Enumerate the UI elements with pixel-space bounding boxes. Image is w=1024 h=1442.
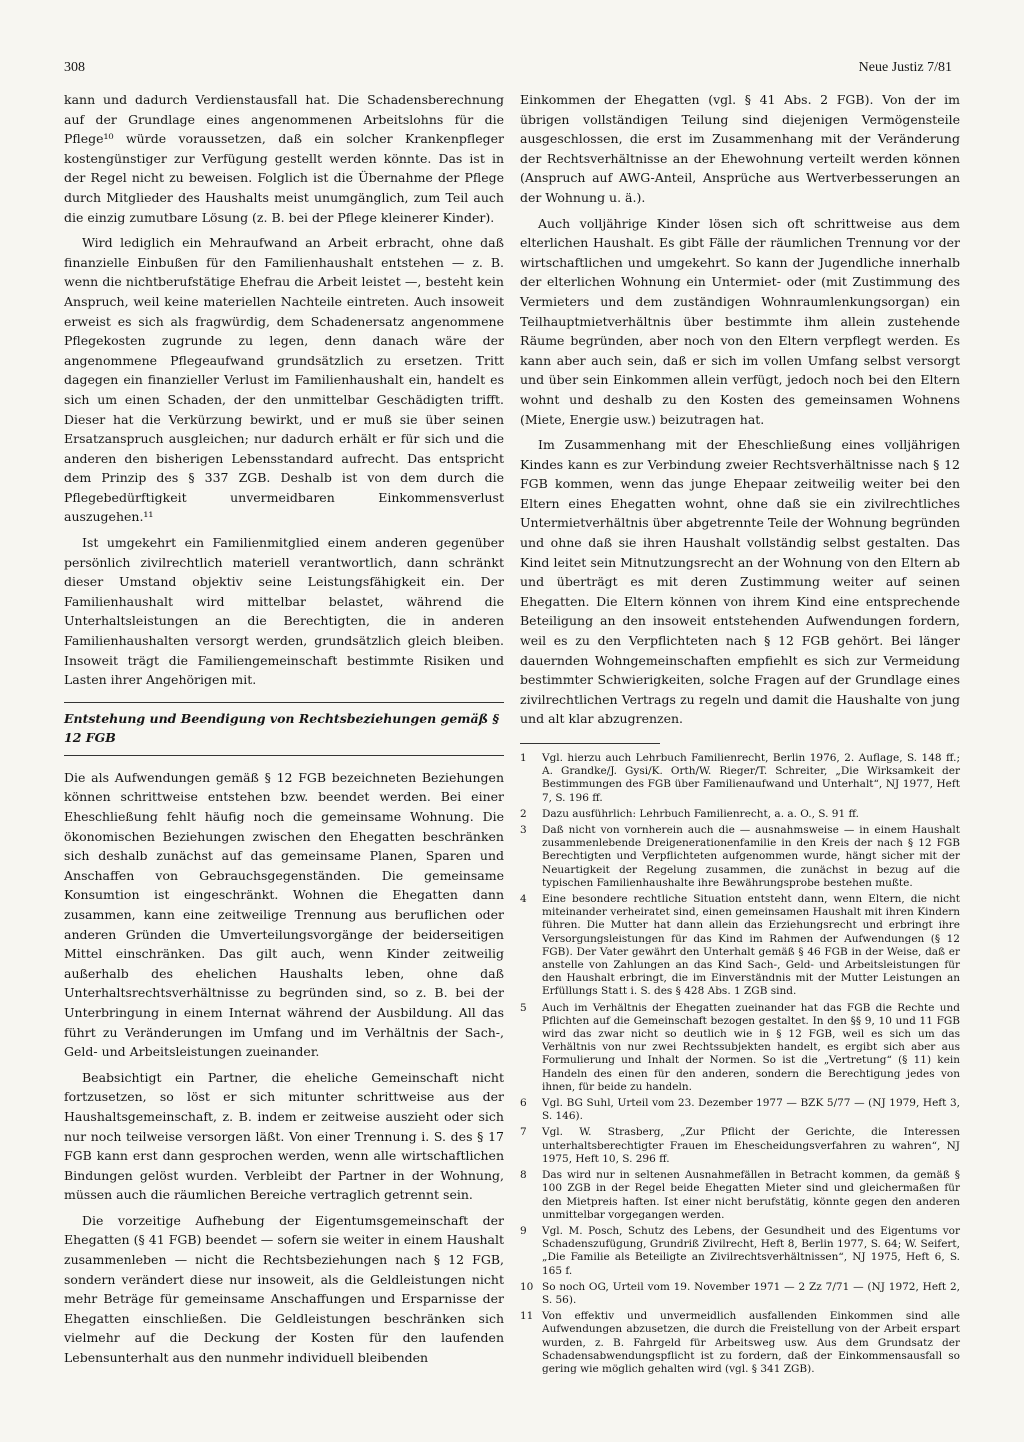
- footnote: [520, 1002, 960, 1094]
- paragraph: Die vorzeitige Aufhebung der Eigentumsgemeinschaft der Ehegatten (§ 41 FGB) beendet — sofern sie weiter in einem Haushalt zusammenleben — nicht die Rechtsbeziehungen nach § 12 FGB, sondern verändert diese nur insoweit, als die Geldleistungen nicht mehr Beträge für gemeinsame Anschaffungen und Ersparnisse der Ehegatten einschließen. Die Geldleistungen beschränken sich vielmehr auf die Deckung der Kosten für den laufenden Lebensunterhalt aus den nunmehr individuell bleibenden: [64, 1212, 504, 1366]
- footnote: [520, 824, 960, 890]
- paragraph: Im Zusammenhang mit der Eheschließung eines volljährigen Kindes kann es zur Verbindung zweier Rechtsverhältnisse nach § 12 FGB kommen, wenn das junge Ehepaar zeitweilig weiter bei den Eltern eines Ehegatten wohnt, ohne daß sie ein zivilrechtliches Untermietverhältnis über abgetrennte Teile der Wohnung begründen und ohne daß sie ihren Haushalt vollständig selbst gestalten. Das Kind leitet sein Mitnutzungsrecht an der Wohnung von den Eltern ab und überträgt es mit deren Zustimmung weiter auf seinen Ehegatten. Die Eltern können von ihrem Kind eine entsprechende Beteiligung an den insoweit entstehenden Aufwendungen fordern, weil es zu den Verpflichteten nach § 12 FGB gehört. Bei länger dauernden Wohngemeinschaften empfiehlt es sich zur Vermeidung bestimmter Schwierigkeiten, solche Fragen auf der Grundlage eines zivilrechtlichen Vertrags zu regeln und damit die Haushalte von jung und alt klar abzugrenzen.: [520, 437, 960, 727]
- footnote-number: 11: [520, 1310, 534, 1323]
- footnote: [520, 1126, 960, 1166]
- section-divider: [64, 702, 504, 703]
- footnote-text: Das wird nur in seltenen Ausnahmefällen in Betracht kommen, da gemäß § 100 ZGB in der Regel beide Ehegatten Mieter sind und gleichermaßen für den Mietpreis haften. Ist einer nicht berufstätig, könnte gegen den anderen unmittelbar vorgegangen werden.: [542, 1169, 960, 1221]
- footnote-number: 9: [520, 1224, 527, 1237]
- footnote: [520, 752, 960, 805]
- footnote-number: 8: [520, 1169, 527, 1182]
- paragraph: Einkommen der Ehegatten (vgl. § 41 Abs. 2 FGB). Von der im übrigen vollständigen Teilung sind diejenigen Vermögensteile ausgeschlossen, die erst im Zusammenhang mit der Veränderung der Rechtsverhältnisse an der Ehewohnung verteilt werden können (Anspruch auf AWG-Anteil, Ansprüche aus Wertverbesserungen an der Wohnung u. ä.).: [520, 92, 960, 205]
- footnote: [520, 893, 960, 999]
- paragraph: Auch volljährige Kinder lösen sich oft schrittweise aus dem elterlichen Haushalt. Es gibt Fälle der räumlichen Trennung vor der wirtschaftlichen und umgekehrt. So kann der Jugendliche innerhalb der elterlichen Wohnung ein Untermiet- oder (mit Zustimmung des Vermieters und dem zuständigen Wohnraumlenkungsorgan) ein Teilhauptmietverhältnis über bestimmte ihm allein zustehende Räume begründen, aber noch von den Eltern verpflegt werden. Es kann aber auch sein, daß er sich im vollen Umfang selbst versorgt und über sein Einkommen allein verfügt, jedoch noch bei den Eltern wohnt und deshalb zu den Kosten des gemeinsamen Wohnens (Miete, Energie usw.) beizutragen hat.: [520, 215, 960, 427]
- right-column: [520, 90, 960, 1379]
- footnote-text: Vgl. W. Strasberg, „Zur Pflicht der Gerichte, die Interessen unterhaltsberechtigter Frauen im Ehescheidungsverfahren zu wahren“, NJ 1975, Heft 10, S. 296 ff.: [542, 1126, 960, 1165]
- left-column: [64, 90, 504, 1374]
- footnote-number: 4: [520, 893, 527, 906]
- paragraph: Die als Aufwendungen gemäß § 12 FGB bezeichneten Beziehungen können schrittweise entstehen bzw. beendet werden. Bei einer Eheschließung fehlt häufig noch die gemeinsame Wohnung. Die ökonomischen Beziehungen zwischen den Ehegatten beschränken sich deshalb zunächst auf das gemeinsame Planen, Sparen und Anschaffen von Gebrauchsgegenständen. Die gemeinsame Konsumtion ist eingeschränkt. Wohnen die Ehegatten dann zusammen, kann eine zeitweilige Trennung aus beruflichen oder anderen Gründen die Umverteilungsvorgänge der beiderseitigen Mittel einschränken. Das gilt auch, wenn Kinder zeitweilig außerhalb des ehelichen Haushalts leben, ohne daß Unterhaltsrechtsverhältnisse zu begründen sind, so z. B. bei der Unterbringung in einem Internat während der Ausbildung. All das führt zu Veränderungen im Umfang und im Verhältnis der Sach-, Geld- und Arbeitsleistungen zueinander.: [64, 769, 504, 1060]
- footnote: [520, 1225, 960, 1278]
- footnote-number: 6: [520, 1097, 527, 1110]
- section-heading: Entstehung und Beendigung von Rechtsbeziehungen gemäß § 12 FGB: [64, 710, 500, 745]
- footnote-number: 5: [520, 1001, 527, 1014]
- footnote: [520, 1169, 960, 1222]
- footnote-text: Daß nicht von vornherein auch die — ausnahmsweise — in einem Haushalt zusammenlebende Dreigenerationenfamilie in den Kreis der nach § 12 FGB Berechtigten und Verpflichteten aufgenommen wurde, hängt sicher mit der Neuartigkeit der Regelung zusammen, die zunächst in bezug auf die typischen Familienhaushalte ihre Bewährungsprobe bestehen mußte.: [542, 824, 960, 889]
- paragraph: Beabsichtigt ein Partner, die eheliche Gemeinschaft nicht fortzusetzen, so löst er sich mitunter schrittweise aus der Haushaltsgemeinschaft, z. B. indem er zeitweise auszieht oder sich nur noch teilweise versorgen läßt. Von einer Trennung i. S. des § 17 FGB kann erst dann gesprochen werden, wenn alle wirtschaftlichen Bindungen gelöst wurden. Verbleibt der Partner in der Wohnung, müssen auch die räumlichen Bereiche vertraglich getrennt sein.: [64, 1069, 504, 1203]
- footnote-text: Vgl. M. Posch, Schutz des Lebens, der Gesundheit und des Eigentums vor Schadenszufügung, Grundriß Zivilrecht, Heft 8, Berlin 1977, S. 64; W. Seifert, „Die Familie als Beteiligte an Zivilrechtsverhältnissen“, NJ 1975, Heft 6, S. 165 f.: [542, 1224, 960, 1277]
- footnote-number: 3: [520, 824, 527, 837]
- footnote: [520, 1281, 960, 1307]
- page-number: 308: [64, 60, 85, 75]
- paragraph: Wird lediglich ein Mehraufwand an Arbeit erbracht, ohne daß finanzielle Einbußen für den Familienhaushalt entstehen — z. B. wenn die nichtberufstätige Ehefrau die Arbeit leistet —, besteht kein Anspruch, weil keine materiellen Nachteile eintreten. Auch insoweit erweist es sich als fragwürdig, dem Schadenersatz angenommene Pflegekosten zugrunde zu legen, denn danach wäre der angenommene Pflegeaufwand grundsätzlich zu ersetzen. Tritt dagegen ein finanzieller Verlust im Familienhaushalt ein, handelt es sich um einen Schaden, der den unmittelbar Geschädigten trifft. Dieser hat die Verkürzung bewirkt, und er muß sie über seinen Ersatzanspruch ausgleichen; nur dadurch erhält er für sich und die anderen den bisherigen Lebensstandard aufrecht. Das entspricht dem Prinzip des § 337 ZGB. Deshalb ist von dem durch die Pflegebedürftigkeit unvermeidbaren Einkommensverlust auszugehen.¹¹: [64, 235, 504, 525]
- footnotes: [520, 752, 960, 1376]
- footnote-text: Vgl. hierzu auch Lehrbuch Familienrecht, Berlin 1976, 2. Auflage, S. 148 ff.; A. Grandke/J. Gysi/K. Orth/W. Rieger/T. Schreiter, „Die Wirksamkeit der Bestimmungen des FGB über Familienaufwand und Unterhalt“, NJ 1977, Heft 7, S. 196 ff.: [542, 752, 960, 804]
- footnote-divider: [520, 743, 660, 744]
- footnote-number: 10: [520, 1280, 534, 1293]
- section-divider: [64, 755, 504, 756]
- paragraph: kann und dadurch Verdienstausfall hat. Die Schadensberechnung auf der Grundlage eines angenommenen Arbeitslohns für die Pflege¹⁰ würde voraussetzen, daß ein solcher Krankenpfleger kostengünstiger zur Verfügung gestellt werden könnte. Das ist in der Regel nicht zu beweisen. Folglich ist die Übernahme der Pflege durch Mitglieder des Haushalts meist unumgänglich, zum Teil auch die einzig zumutbare Lösung (z. B. bei der Pflege kleinerer Kinder).: [64, 92, 504, 225]
- footnote-text: Eine besondere rechtliche Situation entsteht dann, wenn Eltern, die nicht miteinander verheiratet sind, einen gemeinsamen Haushalt mit ihren Kindern führen. Die Mutter hat dann allein das Erziehungsrecht und erbringt ihre Versorgungsleistungen für das Kind im Rahmen der Aufwendungen (§ 12 FGB). Der Vater gewährt den Unterhalt gemäß § 46 FGB in der Weise, daß er anstelle von Zahlungen an das Kind Sach-, Geld- und Arbeitsleistungen für den Haushalt erbringt, die im Einverständnis mit der Mutter Leistungen an Erfüllungs Statt i. S. des § 428 Abs. 1 ZGB sind.: [542, 893, 960, 998]
- footnote-text: So noch OG, Urteil vom 19. November 1971 — 2 Zz 7/71 — (NJ 1972, Heft 2, S. 56).: [542, 1280, 960, 1306]
- footnote-text: Dazu ausführlich: Lehrbuch Familienrecht, a. a. O., S. 91 ff.: [542, 807, 859, 820]
- footnote-number: 1: [520, 752, 527, 764]
- footnote-text: Auch im Verhältnis der Ehegatten zueinander hat das FGB die Rechte und Pflichten auf die Gemeinschaft bezogen gestaltet. In den §§ 9, 10 und 11 FGB wird das zwar nicht so deutlich wie in § 12 FGB, weil es sich um das Verhältnis von nur zwei Rechtssubjekten handelt, es ergibt sich aber aus Formulierung und Inhalt der Normen. So ist die „Vertretung“ (§ 11) kein Handeln des einen für den anderen, sondern die Berechtigung jedes von ihnen, für beide zu handeln.: [542, 1001, 960, 1093]
- footnote: [520, 1310, 960, 1376]
- journal-issue: Neue Justiz 7/81: [858, 60, 952, 75]
- footnote-text: Von effektiv und unvermeidlich ausfallenden Einkommen sind alle Aufwendungen abzusetzen, die durch die Freistellung von der Arbeit erspart wurden, z. B. Fahrgeld für Arbeitsweg usw. Aus dem Grundsatz der Schadensabwendungspflicht ist zu fordern, daß der Einkommensausfall so gering wie möglich gehalten wird (vgl. § 341 ZGB).: [542, 1310, 960, 1375]
- footnote: [520, 808, 960, 821]
- paragraph: Ist umgekehrt ein Familienmitglied einem anderen gegenüber persönlich zivilrechtlich materiell verantwortlich, dann schränkt dieser Umstand objektiv seine Leistungsfähigkeit ein. Der Familienhaushalt wird mittelbar belastet, während die Unterhaltsleistungen an die Berechtigten, die in anderen Familienhaushalten versorgt werden, grundsätzlich gleich bleiben. Insoweit trägt die Familiengemeinschaft bestimmte Risiken und Lasten ihrer Angehörigen mit.: [64, 535, 504, 688]
- footnote: [520, 1097, 960, 1123]
- footnote-number: 7: [520, 1126, 527, 1139]
- footnote-text: Vgl. BG Suhl, Urteil vom 23. Dezember 1977 — BZK 5/77 — (NJ 1979, Heft 3, S. 146).: [542, 1097, 960, 1123]
- footnote-number: 2: [520, 807, 527, 820]
